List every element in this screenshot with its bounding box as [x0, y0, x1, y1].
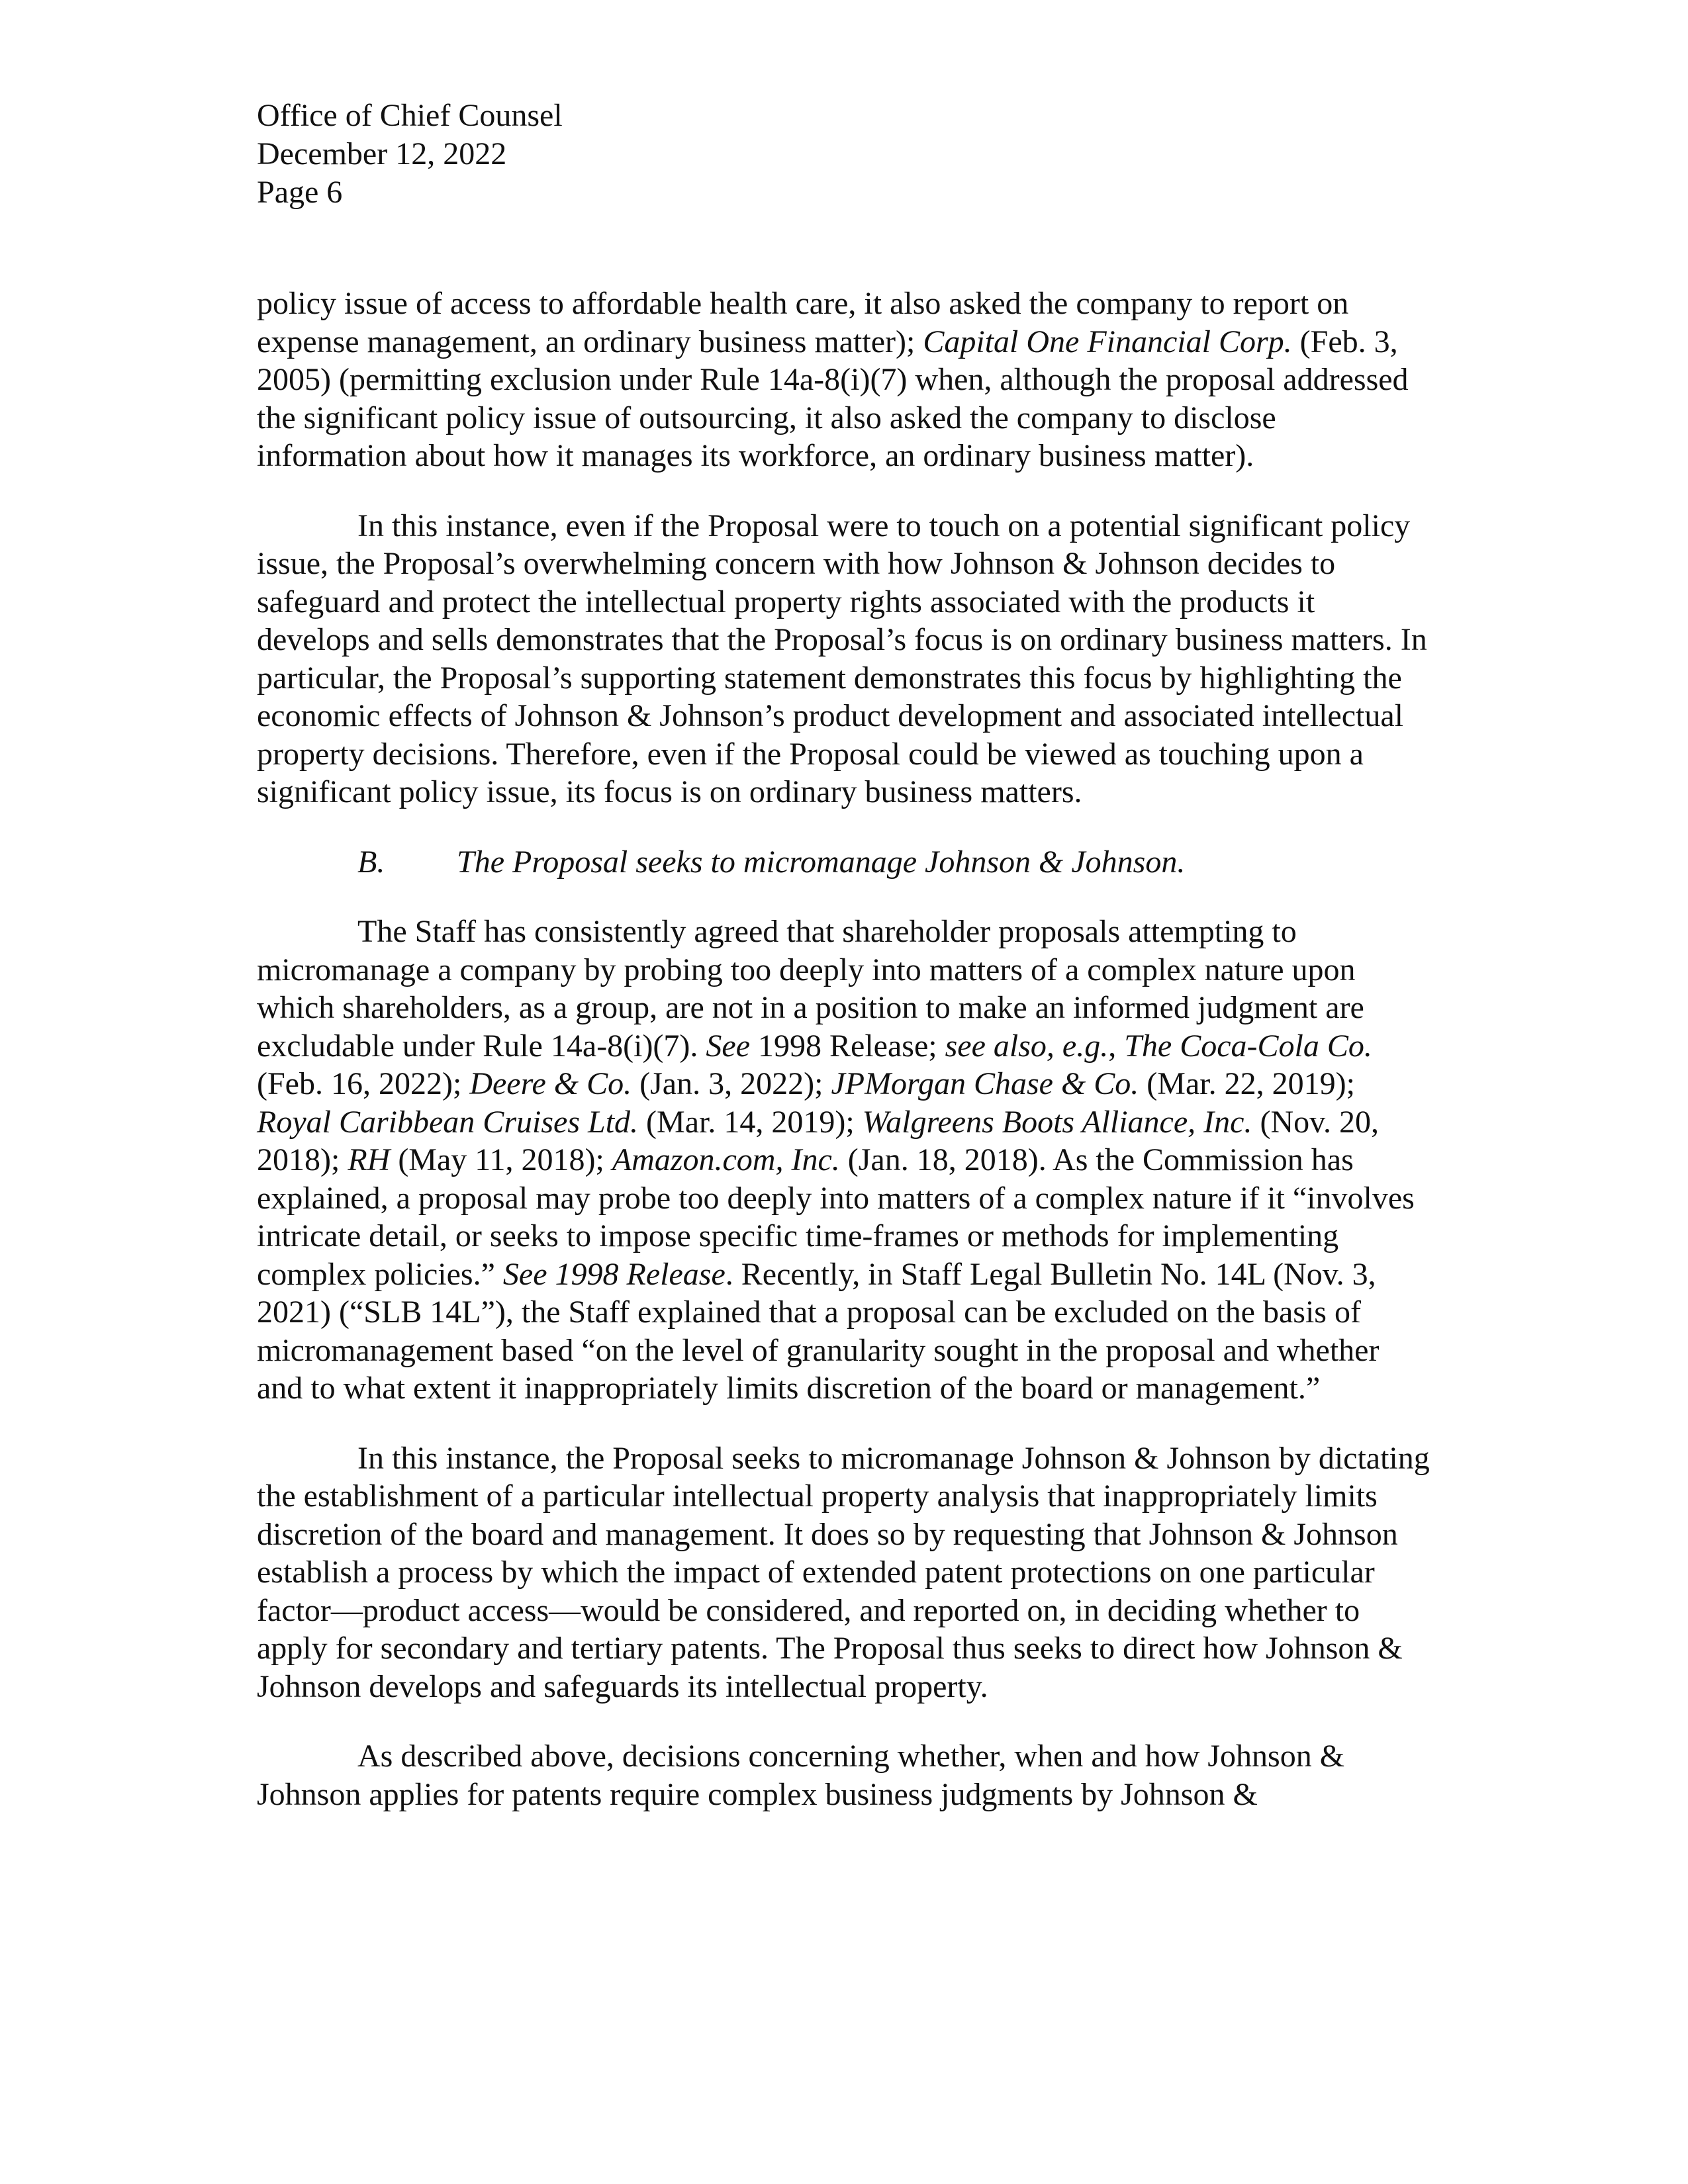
letter-header: [257, 97, 563, 212]
case-citation: JPMorgan Chase & Co.: [831, 1066, 1139, 1101]
case-citation: Walgreens Boots Alliance, Inc.: [862, 1104, 1252, 1140]
paragraph-proposal-micromanages: In this instance, the Proposal seeks to micromanage Johnson & Johnson by dictating the establishment of a particular intellectual property analysis that inappropriately limits discretion of the board and management. It does so by requesting that Johnson & Johnson establish a process by which the impact of extended patent protections on one particular factor—product access—would be considered, and reported on, in deciding whether to apply for secondary and tertiary patents. The Proposal thus seeks to direct how Johnson & Johnson develops and safeguards its intellectual property.: [257, 1440, 1430, 1704]
section-heading-text: The Proposal seeks to micromanage Johnson & Johnson.: [457, 844, 1186, 880]
header-recipient: Office of Chief Counsel: [257, 98, 563, 133]
case-citation: The Coca-Cola Co.: [1124, 1028, 1372, 1064]
paragraph-patent-decisions: As described above, decisions concerning whether, when and how Johnson & Johnson applies for patents require complex business judgments by Johnson &: [257, 1739, 1345, 1812]
paragraph-continued: policy issue of access to affordable health care, it also asked the company to report on expense management, an ordinary business matter); Capital One Financial Corp. (Feb. 3, 2005) (permitting exclusion under Rule 14a-8(i)(7) when, although the proposal addressed the significant policy issue of outsourcing, it also asked the company to disclose information about how it manages its workforce, an ordinary business matter).: [257, 286, 1409, 473]
case-citation: Capital One Financial Corp.: [923, 324, 1292, 359]
letter-body: [257, 285, 1430, 1813]
case-citation: RH: [348, 1142, 391, 1177]
paragraph-micromanagement-standard: The Staff has consistently agreed that shareholder proposals attempting to micromanage a company by probing too deeply into matters of a complex nature upon which shareholders, as a group, are not in a position to make an informed judgment are excludable under Rule 14a-8(i)(7). See 1998 Release; see also, e.g., The Coca-Cola Co. (Feb. 16, 2022); Deere & Co. (Jan. 3, 2022); JPMorgan Chase & Co. (Mar. 22, 2019); Royal Caribbean Cruises Ltd. (Mar. 14, 2019); Walgreens Boots Alliance, Inc. (Nov. 20, 2018); RH (May 11, 2018); Amazon.com, Inc. (Jan. 18, 2018). As the Commission has explained, a proposal may probe too deeply into matters of a complex nature if it “involves intricate detail, or seeks to impose specific time-frames or methods for implementing complex policies.” See 1998 Release. Recently, in Staff Legal Bulletin No. 14L (Nov. 3, 2021) (“SLB 14L”), the Staff explained that a proposal can be excluded on the basis of micromanagement based “on the level of granularity sought in the proposal and whether and to what extent it inappropriately limits discretion of the board or management.”: [257, 914, 1415, 1406]
header-date: December 12, 2022: [257, 136, 507, 171]
case-citation: Amazon.com, Inc.: [612, 1142, 840, 1177]
header-page-number: Page 6: [257, 175, 343, 210]
section-heading-b: [257, 843, 1430, 882]
paragraph-significant-policy: In this instance, even if the Proposal were to touch on a potential significant policy issue, the Proposal’s overwhelming concern with how Johnson & Johnson decides to safeguard and protect the intellectual property rights associated with the products it develops and sells demonstrates that the Proposal’s focus is on ordinary business matters. In particular, the Proposal’s supporting statement demonstrates this focus by highlighting the economic effects of Johnson & Johnson’s product development and associated intellectual property decisions. Therefore, even if the Proposal could be viewed as touching upon a significant policy issue, its focus is on ordinary business matters.: [257, 508, 1427, 809]
case-citation: Deere & Co.: [469, 1066, 632, 1101]
case-citation: Royal Caribbean Cruises Ltd.: [257, 1104, 639, 1140]
section-letter: B.: [357, 844, 385, 880]
